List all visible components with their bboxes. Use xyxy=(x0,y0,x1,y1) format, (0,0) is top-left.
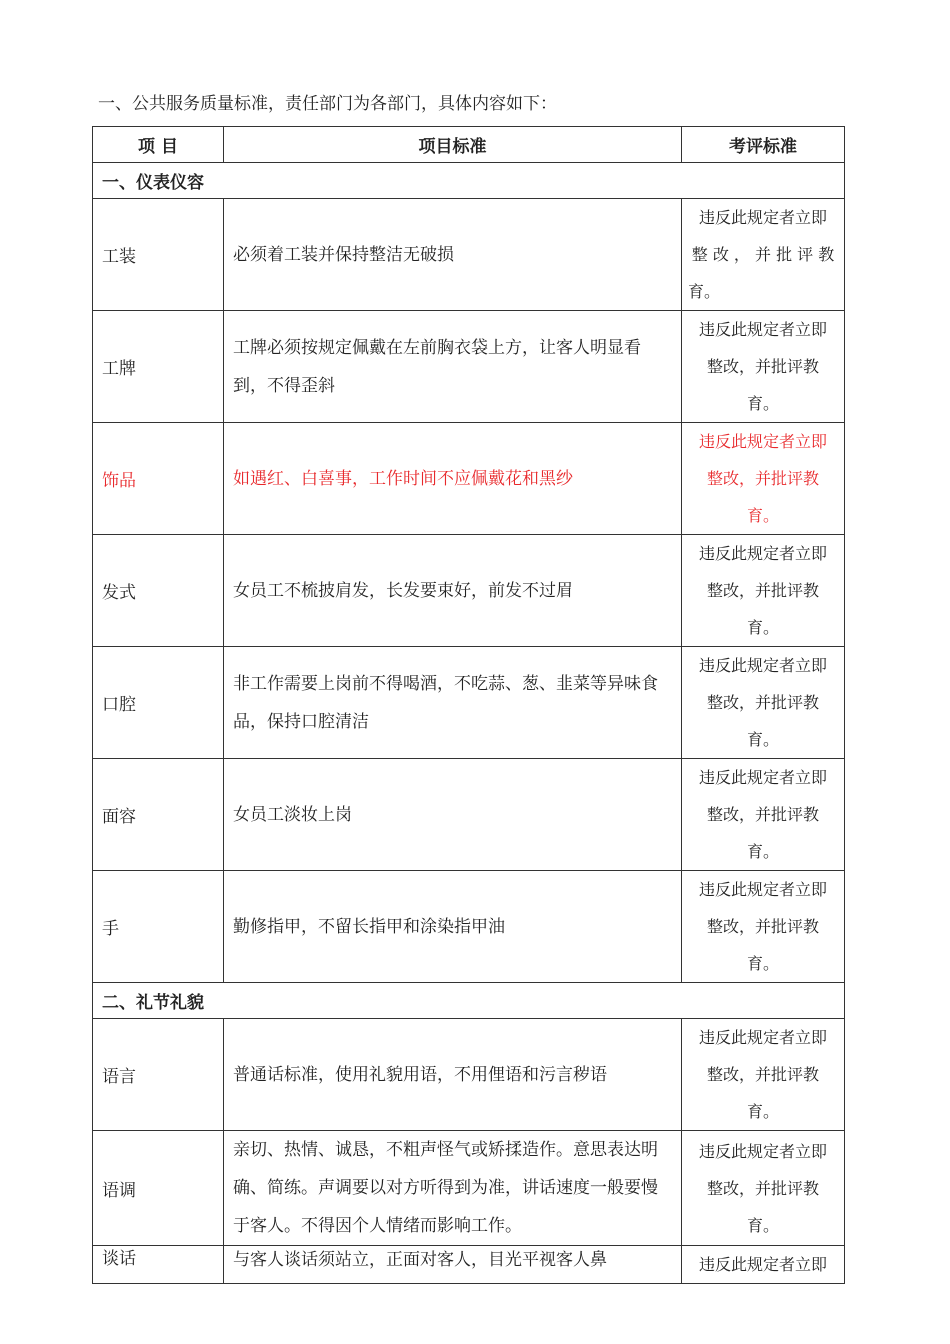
evaluation-line: 违反此规定者立即 xyxy=(698,544,827,563)
evaluation-line: 整改，并批评教 xyxy=(706,693,819,712)
item-evaluation xyxy=(682,1131,845,1246)
evaluation-line: 育。 xyxy=(746,730,779,749)
evaluation-line: 育。 xyxy=(746,842,779,861)
item-standard: 非工作需要上岗前不得喝酒，不吃蒜、葱、韭菜等异味食品，保持口腔清洁 xyxy=(224,647,682,759)
table-row xyxy=(93,1131,845,1246)
item-name: 口腔 xyxy=(93,647,224,759)
section-row xyxy=(93,163,845,199)
item-standard: 亲切、热情、诚恳，不粗声怪气或矫揉造作。意思表达明确、简练。声调要以对方听得到为准，讲话速度一般要慢于客人。不得因个人情绪而影响工作。 xyxy=(224,1131,682,1246)
table-row xyxy=(93,311,845,423)
evaluation-line: 整改，并批评教 xyxy=(706,1178,819,1198)
item-evaluation xyxy=(682,1019,845,1131)
evaluation-line: 整改，并批评教 xyxy=(706,917,819,936)
item-name: 饰品 xyxy=(93,423,224,535)
evaluation-line: 整改，并批评教 xyxy=(706,1065,819,1084)
item-name: 发式 xyxy=(93,535,224,647)
item-standard: 女员工不梳披肩发，长发要束好，前发不过眉 xyxy=(224,535,682,647)
item-name: 面容 xyxy=(93,759,224,871)
item-evaluation xyxy=(682,423,845,535)
evaluation-line: 违反此规定者立即 xyxy=(698,1141,827,1161)
item-name: 谈话 xyxy=(93,1246,224,1284)
item-evaluation xyxy=(682,535,845,647)
section-title: 二、礼节礼貌 xyxy=(93,983,845,1019)
header-evaluation: 考评标准 xyxy=(682,127,845,163)
item-evaluation xyxy=(682,759,845,871)
intro-text: 一、公共服务质量标准，责任部门为各部门，具体内容如下： xyxy=(98,94,557,114)
header-standard: 项目标准 xyxy=(224,127,682,163)
table-row xyxy=(93,199,845,311)
item-evaluation xyxy=(682,647,845,759)
item-name: 工牌 xyxy=(93,311,224,423)
item-standard: 工牌必须按规定佩戴在左前胸衣袋上方，让客人明显看到，不得歪斜 xyxy=(224,311,682,423)
item-evaluation xyxy=(682,199,845,311)
evaluation-line: 整改，并批评教 xyxy=(706,581,819,600)
item-standard: 勤修指甲，不留长指甲和涂染指甲油 xyxy=(224,871,682,983)
evaluation-line: 育。 xyxy=(746,394,779,413)
item-standard: 如遇红、白喜事，工作时间不应佩戴花和黑纱 xyxy=(224,423,682,535)
evaluation-line: 育。 xyxy=(746,1215,779,1235)
table-row xyxy=(93,1019,845,1131)
section-title: 一、仪表仪容 xyxy=(93,163,845,199)
table-row xyxy=(93,1246,845,1284)
evaluation-line: 整改，并批评教 xyxy=(706,357,819,376)
evaluation-line: 违反此规定者立即 xyxy=(698,768,827,787)
evaluation-line: 育。 xyxy=(746,954,779,973)
table-row xyxy=(93,647,845,759)
evaluation-line: 整 改 ， 并 批 评 教 xyxy=(691,245,835,264)
item-evaluation xyxy=(682,871,845,983)
service-standards-table xyxy=(92,126,845,1284)
item-name: 语调 xyxy=(93,1131,224,1246)
evaluation-line: 育。 xyxy=(746,618,779,637)
evaluation-line: 违反此规定者立即 xyxy=(698,880,827,899)
evaluation-line: 育。 xyxy=(688,282,721,301)
item-standard: 普通话标准，使用礼貌用语，不用俚语和污言秽语 xyxy=(224,1019,682,1131)
table-row xyxy=(93,535,845,647)
table-row-highlighted xyxy=(93,423,845,535)
item-standard: 与客人谈话须站立，正面对客人，目光平视客人鼻 xyxy=(224,1246,682,1284)
section-row xyxy=(93,983,845,1019)
evaluation-line: 整改，并批评教 xyxy=(706,805,819,824)
item-standard: 必须着工装并保持整洁无破损 xyxy=(224,199,682,311)
item-name: 工装 xyxy=(93,199,224,311)
evaluation-line: 违反此规定者立即 xyxy=(698,656,827,675)
table-row xyxy=(93,759,845,871)
item-name: 手 xyxy=(93,871,224,983)
table-header-row xyxy=(93,127,845,163)
header-item: 项 目 xyxy=(93,127,224,163)
table-row xyxy=(93,871,845,983)
evaluation-line: 整改，并批评教 xyxy=(706,469,819,488)
item-evaluation xyxy=(682,1246,845,1284)
item-evaluation xyxy=(682,311,845,423)
evaluation-line: 违反此规定者立即 xyxy=(698,432,827,451)
item-standard: 女员工淡妆上岗 xyxy=(224,759,682,871)
evaluation-line: 违反此规定者立即 xyxy=(698,1028,827,1047)
evaluation-line: 育。 xyxy=(746,1102,779,1121)
evaluation-line: 违反此规定者立即 xyxy=(698,320,827,339)
item-name: 语言 xyxy=(93,1019,224,1131)
evaluation-line: 违反此规定者立即 xyxy=(698,208,827,227)
evaluation-line: 育。 xyxy=(746,506,779,525)
evaluation-line: 违反此规定者立即 xyxy=(698,1255,827,1274)
